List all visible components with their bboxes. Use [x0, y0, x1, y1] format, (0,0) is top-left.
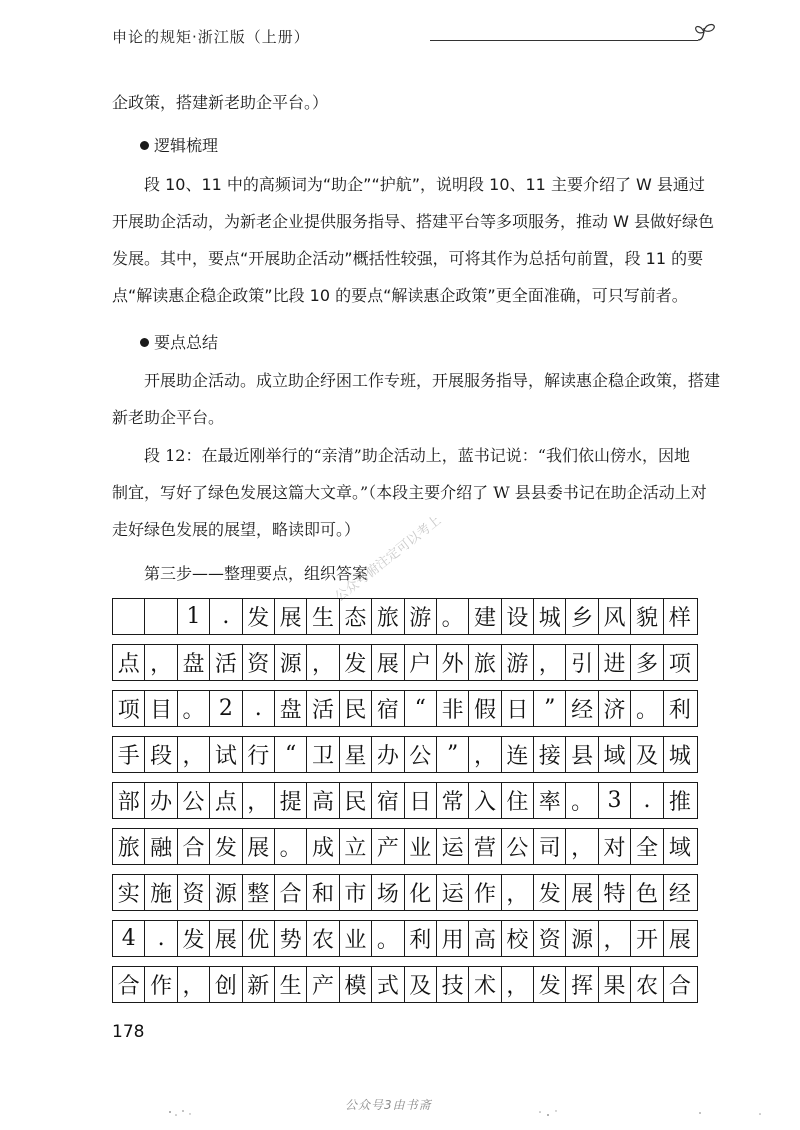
- grid-cell: 域: [599, 737, 631, 772]
- grid-cell: 作: [145, 967, 177, 1002]
- watermark: 公众号俯注定可以考上: [332, 513, 445, 605]
- grid-cell: ，: [469, 737, 501, 772]
- grid-cell: 城: [534, 599, 566, 634]
- grid-cell: 行: [243, 737, 275, 772]
- grid-cell: 立: [340, 829, 372, 864]
- grid-cell: 2: [210, 691, 242, 726]
- grid-cell: 高: [469, 921, 501, 956]
- bullet-icon: [140, 141, 149, 150]
- bullet-icon: [140, 338, 149, 347]
- grid-cell: ，: [502, 875, 534, 910]
- grid-cell: 3: [599, 783, 631, 818]
- grid-cell: 合: [275, 875, 307, 910]
- grid-cell: 4: [113, 921, 145, 956]
- grid-cell: 试: [210, 737, 242, 772]
- grid-row: [112, 920, 698, 957]
- grid-cell: 游: [405, 599, 437, 634]
- grid-cell: 模: [340, 967, 372, 1002]
- grid-cell: 校: [502, 921, 534, 956]
- grid-cell: 源: [566, 921, 598, 956]
- grid-cell: 貌: [631, 599, 663, 634]
- grid-cell: 宿: [372, 691, 404, 726]
- grid-cell: 连: [502, 737, 534, 772]
- grid-cell: 目: [145, 691, 177, 726]
- logic-line-2: 开展助企活动，为新老企业提供服务指导、搭建平台等多项服务，推动 W 县做好绿色: [112, 212, 714, 231]
- grid-cell: 。: [275, 829, 307, 864]
- grid-cell: 。: [372, 921, 404, 956]
- grid-cell: 公: [178, 783, 210, 818]
- grid-cell: ，: [566, 829, 598, 864]
- grid-cell: 济: [599, 691, 631, 726]
- grid-cell: 展: [372, 645, 404, 680]
- grid-row: [112, 736, 698, 773]
- grid-cell: 民: [340, 783, 372, 818]
- grid-cell: 住: [502, 783, 534, 818]
- grid-cell: 发: [340, 645, 372, 680]
- grid-cell: ”: [534, 691, 566, 726]
- grid-cell: 合: [178, 829, 210, 864]
- grid-cell: 利: [405, 921, 437, 956]
- grid-cell: 整: [243, 875, 275, 910]
- grid-cell: 态: [340, 599, 372, 634]
- grid-cell: 合: [668, 974, 691, 999]
- grid-cell: 民: [340, 691, 372, 726]
- grid-cell: 技: [437, 967, 469, 1002]
- grid-cell: 公: [405, 737, 437, 772]
- grid-cell: 入: [469, 783, 501, 818]
- grid-row: [112, 782, 698, 819]
- grid-cell: 游: [502, 645, 534, 680]
- grid-row: [112, 598, 698, 635]
- grid-row: [112, 690, 698, 727]
- grid-cell: 经: [668, 882, 691, 907]
- grid-cell: 农: [631, 967, 663, 1002]
- grid-cell: 用: [437, 921, 469, 956]
- grid-cell: 展: [210, 921, 242, 956]
- grid-cell: 发: [534, 875, 566, 910]
- grid-cell: ，: [145, 645, 177, 680]
- grid-cell: 多: [631, 645, 663, 680]
- grid-cell: 域: [668, 836, 691, 861]
- grid-cell: ”: [437, 737, 469, 772]
- grid-cell: 合: [113, 967, 145, 1002]
- grid-cell: 农: [307, 921, 339, 956]
- grid-cell: 高: [307, 783, 339, 818]
- grid-cell: 及: [405, 967, 437, 1002]
- grid-cell: 成: [307, 829, 339, 864]
- grid-cell: 推: [668, 790, 691, 815]
- grid-cell: 挥: [566, 967, 598, 1002]
- grid-cell: 市: [340, 875, 372, 910]
- page-number: 178: [112, 1022, 145, 1042]
- logic-line-1: 段 10、11 中的高频词为“助企”“护航”，说明段 10、11 主要介绍了 W 县通过: [144, 175, 705, 194]
- grid-cell: 产: [372, 829, 404, 864]
- grid-cell: 。: [437, 599, 469, 634]
- grid-cell: [145, 599, 177, 634]
- grid-cell: 新: [243, 967, 275, 1002]
- grid-cell: 卫: [307, 737, 339, 772]
- grid-cell: 非: [437, 691, 469, 726]
- grid-cell: 假: [469, 691, 501, 726]
- grid-cell: 营: [469, 829, 501, 864]
- grid-cell: 提: [275, 783, 307, 818]
- grid-cell: 点: [210, 783, 242, 818]
- grid-cell: 星: [340, 737, 372, 772]
- grid-cell: 县: [566, 737, 598, 772]
- grid-cell: 运: [437, 829, 469, 864]
- summary-line-1: 开展助企活动。成立助企纾困工作专班，开展服务指导，解读惠企稳企政策，搭建: [144, 371, 721, 390]
- grid-cell: 特: [599, 875, 631, 910]
- grid-cell: ，: [599, 921, 631, 956]
- grid-cell: 利: [668, 698, 691, 723]
- grid-cell: “: [405, 691, 437, 726]
- grid-cell: 外: [437, 645, 469, 680]
- grid-cell: 发: [243, 599, 275, 634]
- grid-cell: 司: [534, 829, 566, 864]
- grid-cell: 。: [566, 783, 598, 818]
- grid-cell: 源: [275, 645, 307, 680]
- grid-cell: 旅: [372, 599, 404, 634]
- grid-row: [112, 874, 698, 911]
- grid-cell: 。: [631, 691, 663, 726]
- grid-cell: 设: [502, 599, 534, 634]
- running-header: [112, 24, 712, 54]
- grid-cell: 融: [145, 829, 177, 864]
- duan12-line-2: 制宜，写好了绿色发展这篇大文章。”（本段主要介绍了 W 县县委书记在助企活动上对: [112, 483, 707, 502]
- grid-cell: 盘: [178, 645, 210, 680]
- grid-cell: 势: [275, 921, 307, 956]
- grid-cell: 活: [307, 691, 339, 726]
- logic-heading: [140, 133, 218, 156]
- grid-cell: ，: [534, 645, 566, 680]
- grid-cell: 开: [631, 921, 663, 956]
- grid-cell: 旅: [469, 645, 501, 680]
- grid-cell: 旅: [113, 829, 145, 864]
- grid-row: [112, 966, 698, 1003]
- grid-cell: 生: [275, 967, 307, 1002]
- grid-cell: 项: [113, 691, 145, 726]
- grid-cell: 化: [405, 875, 437, 910]
- grid-cell: 创: [210, 967, 242, 1002]
- grid-cell: 优: [243, 921, 275, 956]
- grid-cell: 城: [668, 744, 691, 769]
- grid-cell: ，: [178, 737, 210, 772]
- grid-cell: 施: [145, 875, 177, 910]
- grid-cell: 宿: [372, 783, 404, 818]
- grid-cell: ，: [502, 967, 534, 1002]
- grid-cell: 全: [631, 829, 663, 864]
- grid-cell: 场: [372, 875, 404, 910]
- grid-cell: 对: [599, 829, 631, 864]
- grid-cell: .: [210, 599, 242, 634]
- grid-cell: 户: [405, 645, 437, 680]
- grid-cell: 色: [631, 875, 663, 910]
- grid-cell: 手: [113, 737, 145, 772]
- grid-cell: 办: [372, 737, 404, 772]
- grid-cell: 引: [566, 645, 598, 680]
- grid-cell: .: [631, 783, 663, 818]
- grid-cell: 发: [210, 829, 242, 864]
- summary-heading: [140, 330, 218, 353]
- grid-cell: 项: [668, 652, 691, 677]
- grid-cell: [113, 599, 145, 634]
- grid-cell: .: [243, 691, 275, 726]
- grid-cell: 资: [534, 921, 566, 956]
- grid-cell: 运: [437, 875, 469, 910]
- sprout-icon: [692, 20, 722, 50]
- grid-cell: 作: [469, 875, 501, 910]
- grid-cell: “: [275, 737, 307, 772]
- grid-cell: 生: [307, 599, 339, 634]
- logic-heading-text: 逻辑梳理: [154, 136, 219, 155]
- grid-row: [112, 644, 698, 681]
- grid-cell: 日: [502, 691, 534, 726]
- duan12-line-1: 段 12：在最近刚举行的“亲清”助企活动上，蓝书记说：“我们依山傍水，因地: [144, 446, 690, 465]
- grid-cell: 建: [469, 599, 501, 634]
- grid-row: [112, 828, 698, 865]
- grid-cell: 盘: [275, 691, 307, 726]
- grid-cell: 常: [437, 783, 469, 818]
- grid-cell: 展: [668, 928, 691, 953]
- grid-cell: 乡: [566, 599, 598, 634]
- grid-cell: 实: [113, 875, 145, 910]
- header-rule: [430, 40, 698, 41]
- grid-cell: 风: [599, 599, 631, 634]
- grid-cell: 果: [599, 967, 631, 1002]
- grid-cell: 资: [178, 875, 210, 910]
- grid-cell: .: [145, 921, 177, 956]
- grid-cell: 接: [534, 737, 566, 772]
- grid-cell: 。: [178, 691, 210, 726]
- grid-cell: 点: [113, 645, 145, 680]
- duan12-line-3: 走好绿色发展的展望，略读即可。）: [112, 520, 361, 539]
- grid-cell: 术: [469, 967, 501, 1002]
- logic-line-4: 点“解读惠企稳企政策”比段 10 的要点“解读惠企政策”更全面准确，可只写前者。: [112, 286, 688, 305]
- grid-cell: 进: [599, 645, 631, 680]
- summary-heading-text: 要点总结: [154, 333, 219, 352]
- grid-cell: ，: [307, 645, 339, 680]
- grid-cell: 发: [534, 967, 566, 1002]
- grid-cell: 展: [566, 875, 598, 910]
- grid-cell: ，: [243, 783, 275, 818]
- logic-line-3: 发展。其中，要点“开展助企活动”概括性较强，可将其作为总括句前置，段 11 的要: [112, 249, 704, 268]
- grid-cell: 样: [668, 606, 691, 631]
- grid-cell: 业: [340, 921, 372, 956]
- grid-cell: 产: [307, 967, 339, 1002]
- grid-cell: 业: [405, 829, 437, 864]
- grid-cell: ，: [178, 967, 210, 1002]
- continuation-line: 企政策，搭建新老助企平台。）: [112, 93, 329, 112]
- grid-cell: 展: [243, 829, 275, 864]
- grid-cell: 1: [178, 599, 210, 634]
- grid-cell: 式: [372, 967, 404, 1002]
- grid-cell: 经: [566, 691, 598, 726]
- grid-cell: 段: [145, 737, 177, 772]
- footer-watermark: 公众号3由书斋: [345, 1098, 432, 1112]
- book-title: 申论的规矩·浙江版（上册）: [112, 28, 310, 46]
- grid-cell: 率: [534, 783, 566, 818]
- grid-cell: 源: [210, 875, 242, 910]
- grid-cell: 办: [145, 783, 177, 818]
- grid-cell: 公: [502, 829, 534, 864]
- step3-title: 第三步——整理要点，组织答案: [144, 564, 369, 583]
- grid-cell: 发: [178, 921, 210, 956]
- grid-cell: 部: [113, 783, 145, 818]
- grid-cell: 活: [210, 645, 242, 680]
- summary-line-2: 新老助企平台。: [112, 408, 225, 427]
- grid-cell: 展: [275, 599, 307, 634]
- grid-cell: 资: [243, 645, 275, 680]
- grid-cell: 和: [307, 875, 339, 910]
- grid-cell: 日: [405, 783, 437, 818]
- grid-cell: 及: [631, 737, 663, 772]
